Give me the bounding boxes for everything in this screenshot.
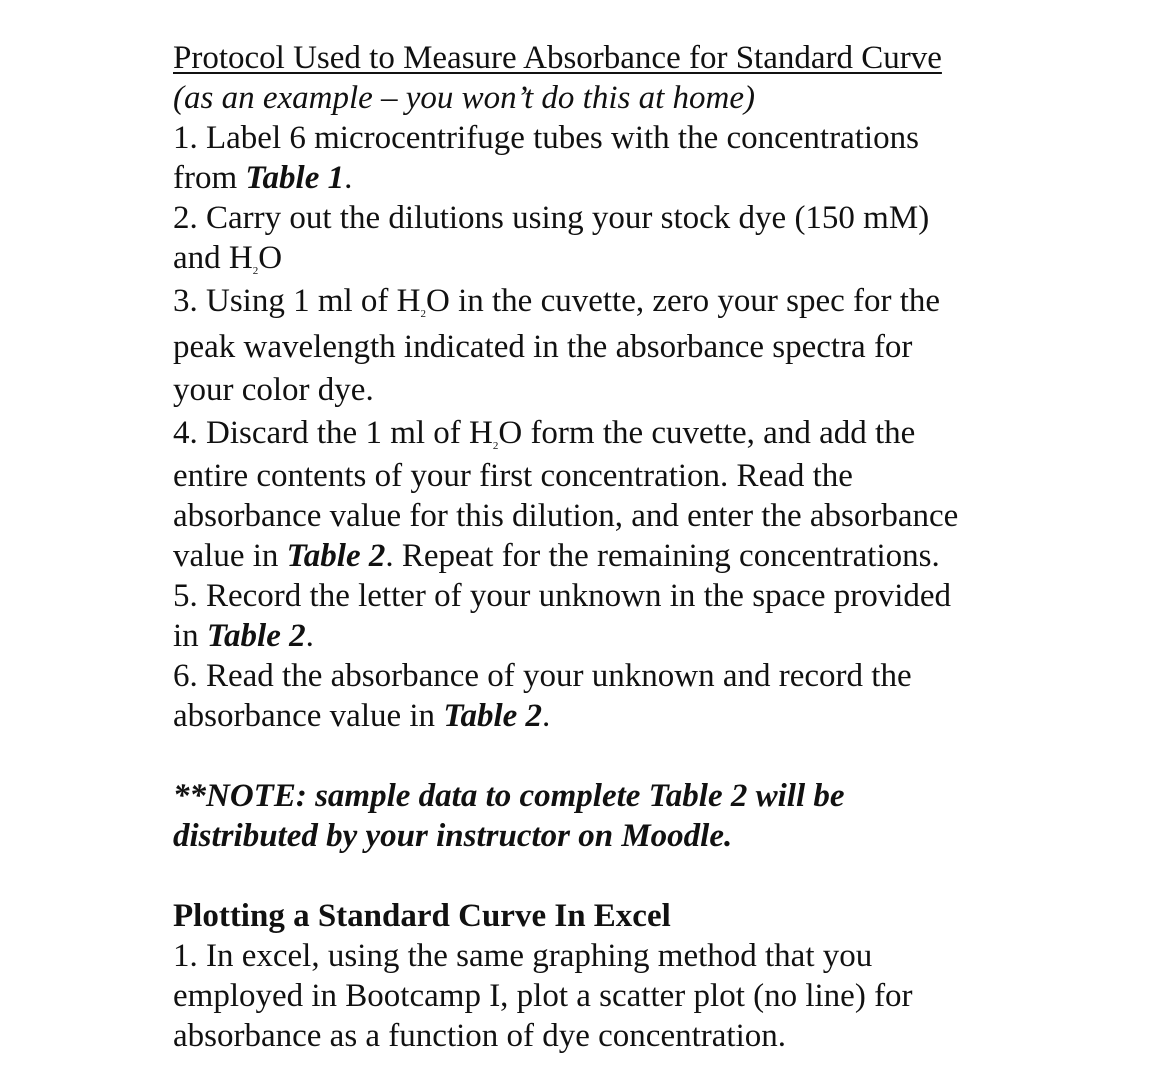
- table-2-reference: Table 2: [206, 618, 306, 654]
- document-page: [173, 38, 1013, 1056]
- excel-step-1-line-3: absorbance as a function of dye concentration.: [173, 1018, 786, 1054]
- step-4-text-2: value in: [173, 538, 287, 574]
- excel-step-1-line-1: 1. In excel, using the same graphing method that you: [173, 938, 873, 974]
- step-6-text: absorbance value in: [173, 698, 444, 734]
- step-5-punct: .: [305, 618, 314, 654]
- step-6-punct: .: [542, 698, 551, 734]
- table-1-reference: Table 1: [245, 160, 345, 196]
- step-3-line-1: [173, 278, 1013, 324]
- step-5-line-2: [173, 616, 1013, 656]
- step-4-line-4: [173, 536, 1013, 576]
- protocol-step-5: [173, 576, 1013, 656]
- step-4-text: 4. Discard the 1 ml of H: [173, 415, 493, 451]
- step-3-text: 3. Using 1 ml of H: [173, 283, 421, 319]
- excel-step-1-line-2: employed in Bootcamp I, plot a scatter plot (no line) for: [173, 978, 913, 1014]
- protocol-section: [173, 38, 1013, 736]
- subscript-2: 2: [252, 265, 259, 277]
- excel-heading: Plotting a Standard Curve In Excel: [173, 898, 671, 934]
- subscript-2: 2: [420, 308, 426, 320]
- step-1-line-2: [173, 158, 1013, 198]
- step-6-line-2: [173, 696, 1013, 736]
- step-2-text-end: O: [258, 240, 283, 276]
- protocol-subtitle: (as an example – you won’t do this at home): [173, 80, 755, 116]
- step-2-line-1: 2. Carry out the dilutions using your stock dye (150 mM): [173, 200, 930, 236]
- protocol-step-1: [173, 118, 1013, 198]
- step-2-text: and H: [173, 240, 253, 276]
- protocol-title: Protocol Used to Measure Absorbance for Standard Curve: [173, 40, 942, 76]
- step-2-line-2: [173, 238, 1013, 278]
- excel-section: [173, 896, 1013, 1056]
- step-6-line-1: 6. Read the absorbance of your unknown and record the: [173, 658, 912, 694]
- step-4-line-3: absorbance value for this dilution, and enter the absorbance: [173, 498, 959, 534]
- step-1-text: from: [173, 160, 246, 196]
- step-4-line-2: entire contents of your first concentration. Read the: [173, 458, 853, 494]
- protocol-step-6: [173, 656, 1013, 736]
- table-2-reference: Table 2: [443, 698, 543, 734]
- table-2-reference: Table 2: [286, 538, 386, 574]
- subscript-2: 2: [492, 440, 499, 452]
- spacer: [173, 736, 1013, 776]
- spacer: [173, 856, 1013, 896]
- step-4-line-1: [173, 410, 1013, 456]
- protocol-step-4: [173, 410, 1013, 576]
- step-5-line-1: 5. Record the letter of your unknown in the space provided: [173, 578, 952, 614]
- note-line-1: **NOTE: sample data to complete Table 2 will be: [173, 778, 845, 814]
- note-section: [173, 776, 1013, 856]
- step-5-text: in: [173, 618, 207, 654]
- protocol-step-3: [173, 278, 1013, 410]
- step-3-line-3: your color dye.: [173, 372, 374, 408]
- step-1-line-1: 1. Label 6 microcentrifuge tubes with the concentrations: [173, 120, 919, 156]
- protocol-step-2: [173, 198, 1013, 278]
- note-line-2: distributed by your instructor on Moodle.: [173, 818, 733, 854]
- step-4-text-end: O form the cuvette, and add the: [498, 415, 916, 451]
- step-3-line-2: peak wavelength indicated in the absorbance spectra for: [173, 329, 913, 365]
- step-4-text-3: . Repeat for the remaining concentrations.: [385, 538, 940, 574]
- step-1-punct: .: [344, 160, 353, 196]
- step-3-text-end: O in the cuvette, zero your spec for the: [426, 283, 941, 319]
